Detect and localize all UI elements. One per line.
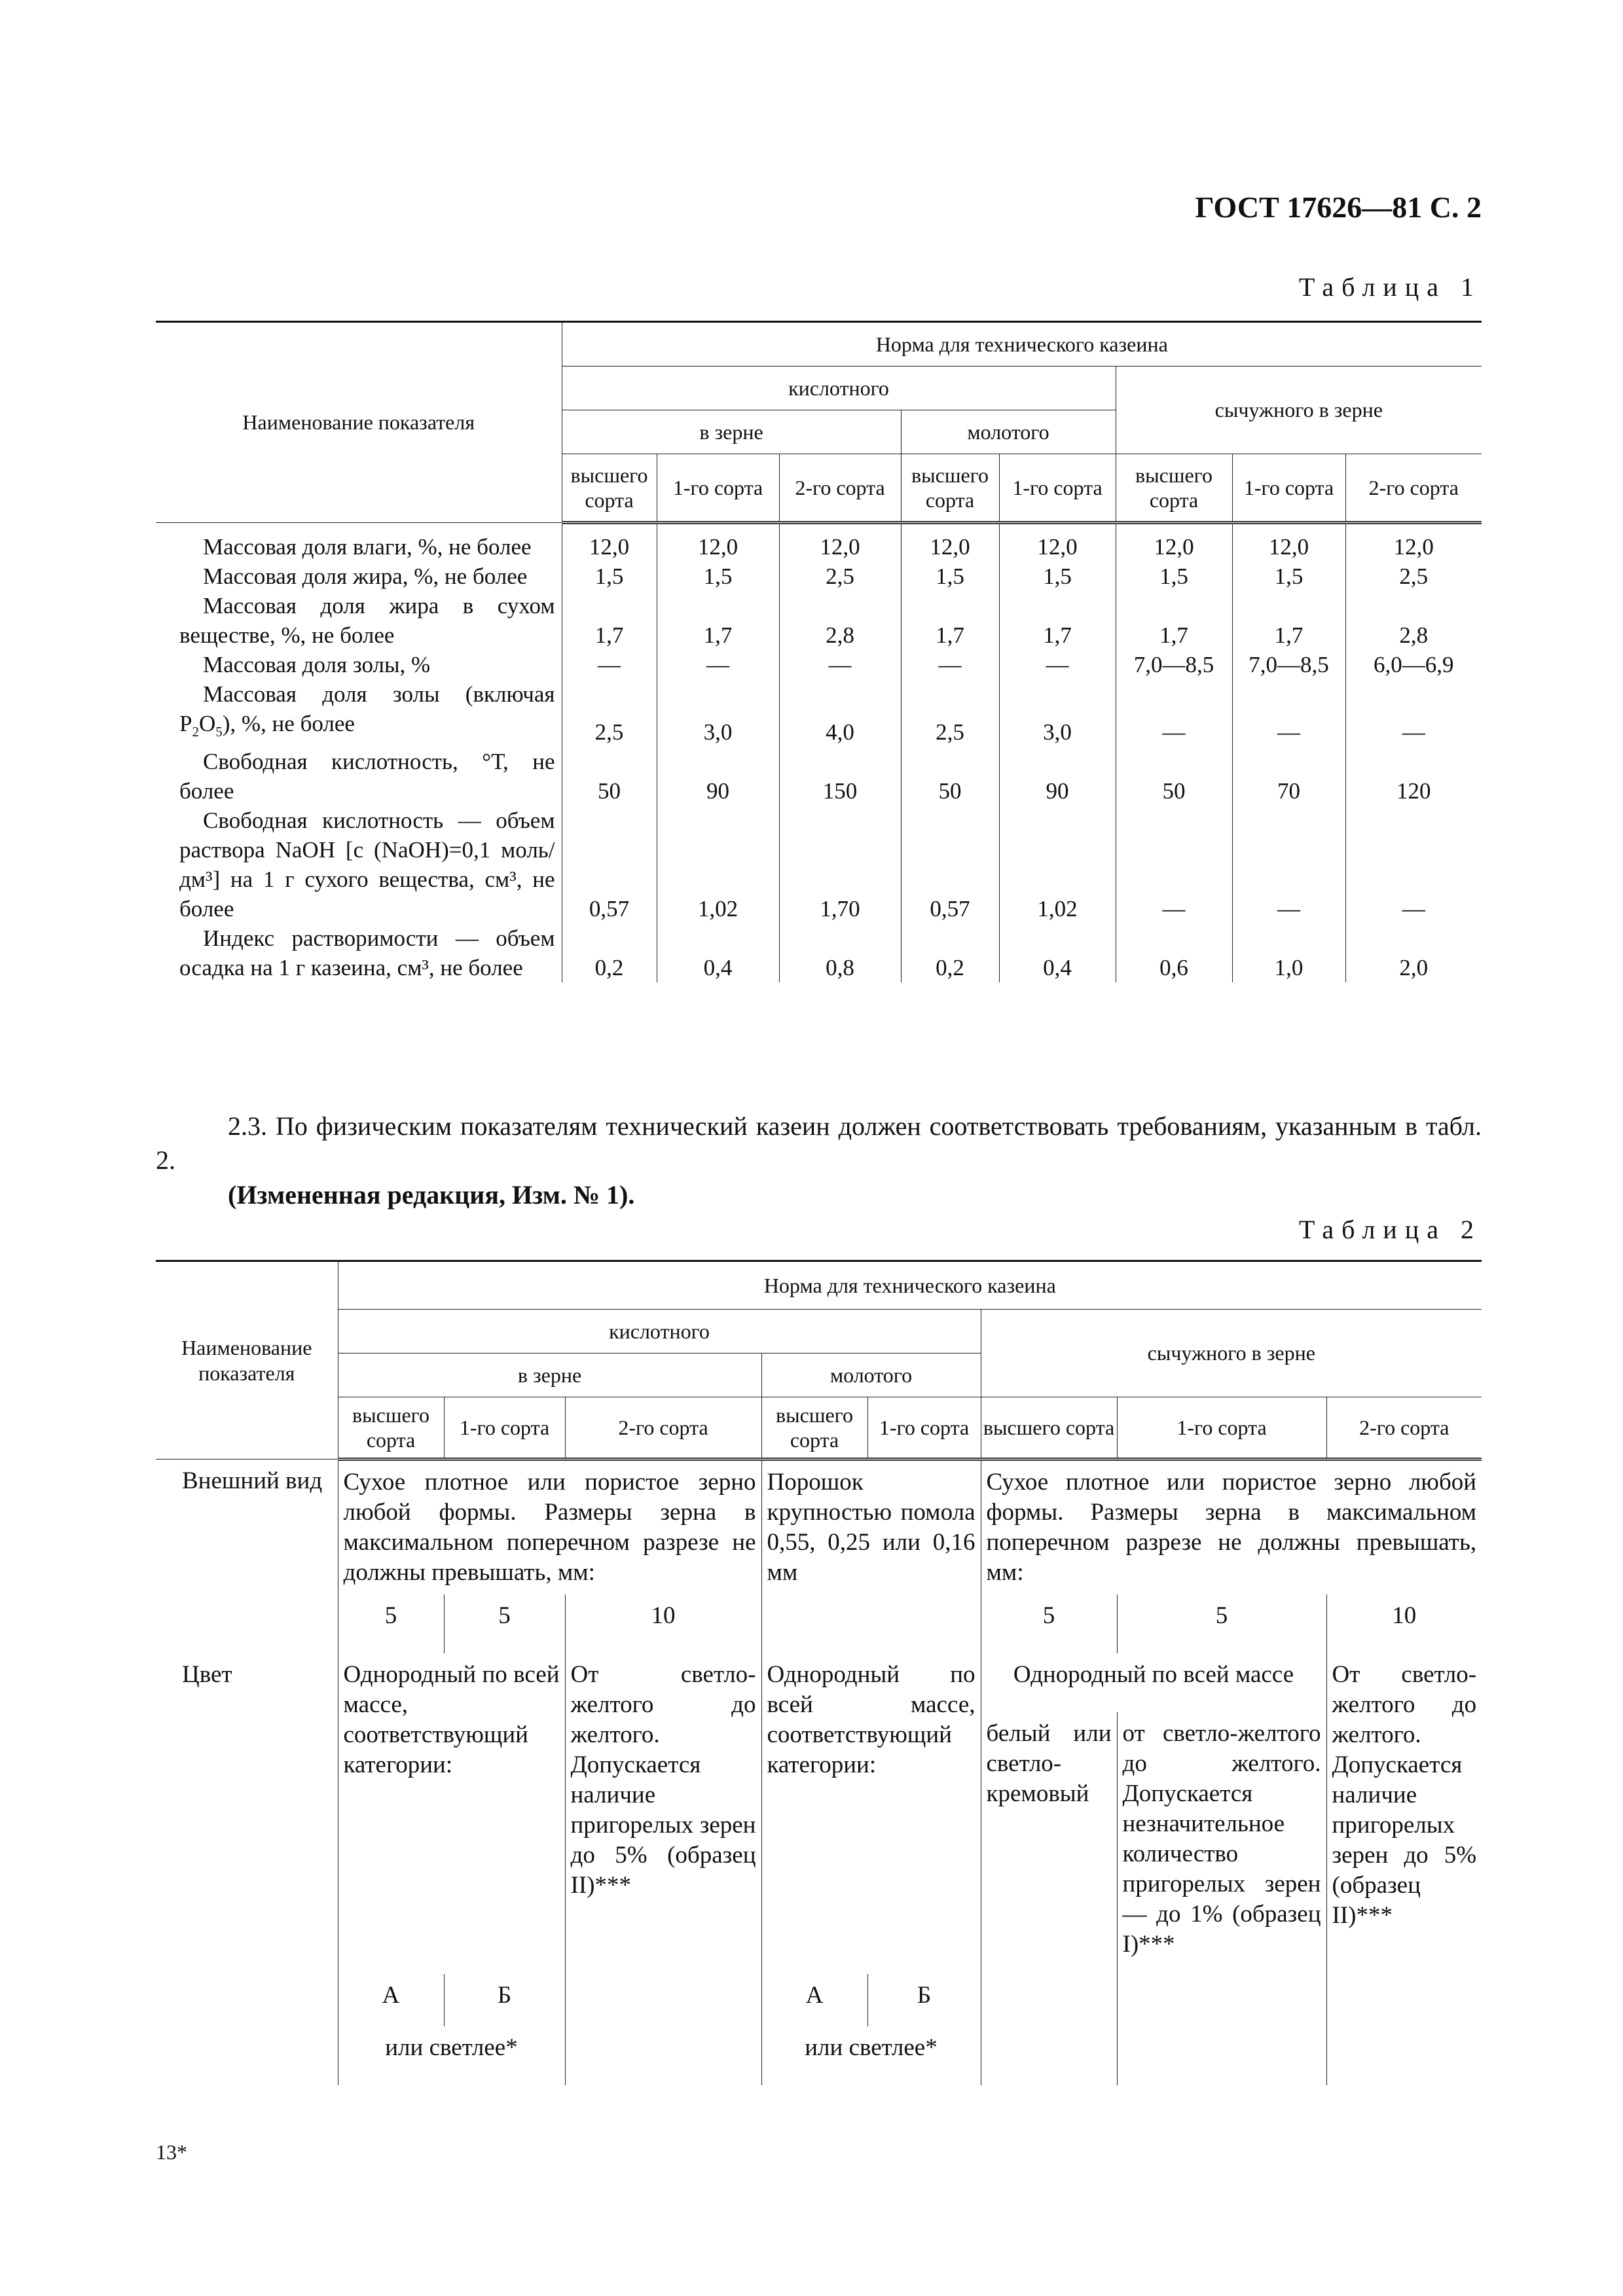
table1-row [156,562,1482,591]
table1-cell: 1,5 [1232,562,1345,591]
table1-cell: — [901,650,999,679]
table1-cell: 1,7 [999,591,1116,650]
table1-row-name: Свободная кислотность — объем раствора NaOH [c (NaOH)=0,1 моль/дм³] на 1 г сухого вещества, см³, не более [179,808,555,922]
table1-cell: 120 [1345,747,1482,806]
appearance-acid-grain: Сухое плотное или пористое зерно любой формы. Размеры зерна в максимальном поперечном разрезе не должны превышать, мм: [338,1460,761,1595]
table1-cell: 2,5 [901,679,999,747]
table1-sub-2: 2-го сорта [779,454,901,523]
table2 [156,1260,1482,2085]
table1-ground-header: молотого [901,410,1116,454]
document-code: ГОСТ 17626—81 С. 2 [1195,190,1482,224]
table1-cell: 1,7 [1116,591,1232,650]
table1-grain-header: в зерне [562,410,901,454]
table1-row [156,650,1482,679]
table1-acid-header: кислотного [562,367,1116,410]
table1-col-name: Наименование показателя [156,322,562,523]
table1-row-name-part: 2 [192,724,199,740]
table1-caption: Таблица 1 [1298,272,1482,302]
table1-cell: — [1345,679,1482,747]
table1-cell: 0,8 [779,924,901,982]
table2-ground-header: молотого [761,1354,981,1397]
table2-row-color [156,1653,1482,1712]
table1-row-name-part: 5 [215,724,223,740]
table1-cell: 0,2 [562,924,657,982]
table2-acid-header: кислотного [338,1310,981,1354]
table2-sub-7: 2-го сорта [1326,1397,1482,1460]
table1-cell: 12,0 [657,523,779,562]
appearance-rennet: Сухое плотное или пористое зерно любой формы. Размеры зерна в максимальном поперечном разрезе не должны превышать, мм: [981,1460,1482,1595]
table1-cell: — [1232,806,1345,924]
table2-sub-1: 1-го сорта [444,1397,565,1460]
table2-sub-2: 2-го сорта [565,1397,761,1460]
table1-cell: — [1116,806,1232,924]
lighter-grain: или светлее* [338,2026,565,2085]
table1-cell: 12,0 [999,523,1116,562]
table1-cell: 12,0 [1116,523,1232,562]
size-acid-top: 5 [338,1594,444,1653]
table1-sub-3: высшего сорта [901,454,999,523]
table2-grain-header: в зерне [338,1354,761,1397]
table1-cell: 2,8 [779,591,901,650]
revision-note: (Измененная редакция, Изм. № 1). [228,1180,635,1210]
table1-cell: 0,57 [901,806,999,924]
table1-cell: — [779,650,901,679]
table1-cell: 0,4 [657,924,779,982]
table1 [156,321,1482,982]
table2-sub-4: 1-го сорта [867,1397,981,1460]
page-footnote: 13* [156,2140,187,2164]
table1-cell: 2,5 [562,679,657,747]
table1-cell: 1,02 [999,806,1116,924]
table1-cell: — [657,650,779,679]
table2-rennet-header: сычужного в зерне [981,1310,1482,1397]
table1-cell: 2,0 [1345,924,1482,982]
table1-sub-7: 2-го сорта [1345,454,1482,523]
table2-sub-6: 1-го сорта [1117,1397,1326,1460]
appearance-acid-ground: Порошок крупностью помола 0,55, 0,25 или 0,16 мм [761,1460,981,1595]
table1-cell: 1,5 [562,562,657,591]
table1-cell: 1,5 [1116,562,1232,591]
table2-caption: Таблица 2 [1298,1215,1482,1244]
table1-cell: — [999,650,1116,679]
table1-cell: — [1116,679,1232,747]
table2-norm-header: Норма для технического казеина [338,1261,1482,1310]
table1-cell: 1,0 [1232,924,1345,982]
table1-cell: 1,02 [657,806,779,924]
size-rennet-1: 5 [1117,1594,1326,1653]
table1-cell: 12,0 [901,523,999,562]
table1-row-name-part: Массовая доля золы (включая P [179,681,555,736]
table1-cell: 2,5 [779,562,901,591]
size-rennet-2: 10 [1326,1594,1482,1653]
color-rennet-top: белый или светло-кремовый [981,1712,1117,1974]
table1-norm-header: Норма для технического казеина [562,322,1482,367]
paragraph-2-3: 2.3. По физическим показателям технический казеин должен соответствовать требованиям, указанным в табл. 2. [156,1111,1482,1175]
table1-sub-4: 1-го сорта [999,454,1116,523]
table1-cell: 150 [779,747,901,806]
table1-cell: — [1232,679,1345,747]
table1-row [156,806,1482,924]
table1-cell: — [562,650,657,679]
table1-cell: 0,2 [901,924,999,982]
color-rennet-1st: от светло-желтого до желтого. Допускается незначительное количество пригорелых зерен — до 1% (образец I)*** [1117,1712,1326,1974]
table1-row-name [156,679,562,747]
appearance-label: Внешний вид [182,1467,323,1494]
table2-row-categories [156,1974,1482,2026]
color-acid-grain: Однородный по всей массе, соответствующий категории: [338,1653,565,1974]
table1-row [156,747,1482,806]
table2-row-sizes [156,1594,1482,1653]
table1-cell: 12,0 [1232,523,1345,562]
color-acid-ground: Однородный по всей массе, соответствующий категории: [761,1653,981,1974]
table1-cell: 12,0 [1345,523,1482,562]
table1-row-name-part: O [198,711,216,736]
table2-row-lighter [156,2026,1482,2085]
table1-cell: 12,0 [562,523,657,562]
color-acid-grain-2nd: От светло-желтого до желтого. Допускается наличие пригорелых зерен до 5% (образец II)*** [565,1653,761,1974]
table1-cell: 2,5 [1345,562,1482,591]
table1-cell: — [1345,806,1482,924]
table1-sub-5: высшего сорта [1116,454,1232,523]
category-b-ground: Б [867,1974,981,2026]
table1-cell: 4,0 [779,679,901,747]
table1-cell: 1,5 [901,562,999,591]
table1-row-name: Массовая доля жира в сухом веществе, %, не более [179,593,555,648]
table1-sub-1: 1-го сорта [657,454,779,523]
table1-cell: 0,57 [562,806,657,924]
table1-row-name: Индекс растворимости — объем осадка на 1 г казеина, см³, не более [179,925,555,980]
table1-cell: 1,7 [901,591,999,650]
table1-cell: 0,4 [999,924,1116,982]
table1-cell: 50 [562,747,657,806]
color-rennet-2nd: От светло-желтого до желтого. Допускается наличие пригорелых зерен до 5% (образец II)*** [1326,1653,1482,1974]
color-label: Цвет [182,1661,232,1688]
table1-rennet-header: сычужного в зерне [1116,367,1482,454]
table1-row-name-part: ), %, не более [222,711,355,736]
table1-cell: 12,0 [779,523,901,562]
table1-cell: 0,6 [1116,924,1232,982]
table1-row [156,924,1482,982]
table1-row [156,679,1482,747]
color-rennet-uniform: Однородный по всей массе [981,1653,1326,1712]
size-acid-1: 5 [444,1594,565,1653]
table1-cell: 1,5 [999,562,1116,591]
table1-row [156,591,1482,650]
table1-cell: 1,7 [1232,591,1345,650]
table1-cell: 2,8 [1345,591,1482,650]
table1-row-name: Массовая доля золы, % [203,652,431,677]
lighter-ground: или светлее* [761,2026,981,2085]
table1-cell: 7,0—8,5 [1116,650,1232,679]
table1-cell: 50 [1116,747,1232,806]
table1-row-name: Массовая доля влаги, %, не более [203,534,532,560]
category-a-grain: А [338,1974,444,2026]
table1-cell: 6,0—6,9 [1345,650,1482,679]
table1-cell: 50 [901,747,999,806]
table1-cell: 1,7 [562,591,657,650]
category-a-ground: А [761,1974,867,2026]
table1-row-name: Свободная кислотность, °Т, не более [179,749,555,804]
size-acid-2: 10 [565,1594,761,1653]
table1-cell: 1,7 [657,591,779,650]
table1-sub-0: высшего сорта [562,454,657,523]
table1-cell: 3,0 [657,679,779,747]
table1-cell: 7,0—8,5 [1232,650,1345,679]
table1-cell: 90 [999,747,1116,806]
table1-row [156,523,1482,562]
table2-col-name: Наименование показателя [156,1261,338,1460]
table2-sub-5: высшего сорта [981,1397,1117,1460]
table1-cell: 3,0 [999,679,1116,747]
table2-sub-0: высшего сорта [338,1397,444,1460]
table1-cell: 1,70 [779,806,901,924]
category-b-grain: Б [444,1974,565,2026]
table1-cell: 70 [1232,747,1345,806]
table1-cell: 90 [657,747,779,806]
table2-row-appearance [156,1460,1482,1595]
size-rennet-top: 5 [981,1594,1117,1653]
table1-cell: 1,5 [657,562,779,591]
table1-row-name: Массовая доля жира, %, не более [203,564,528,589]
table1-sub-6: 1-го сорта [1232,454,1345,523]
table2-sub-3: высшего сорта [761,1397,867,1460]
